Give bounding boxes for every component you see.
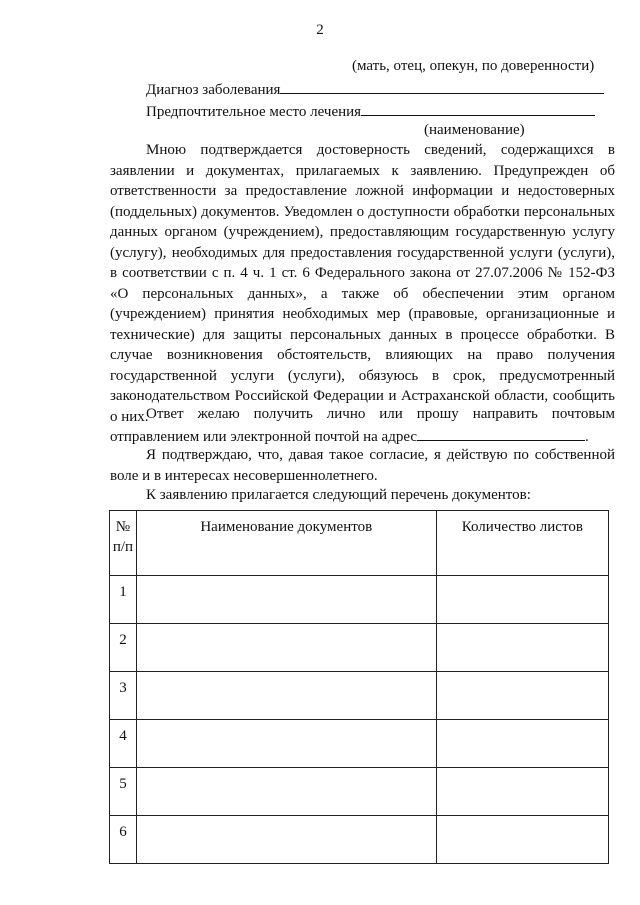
attachments-text: К заявлению прилагается следующий перечень документов: [146, 487, 531, 503]
address-field[interactable] [417, 425, 585, 441]
confirmation-text: Я подтверждаю, что, давая такое согласие, я действую по собственной воле и в интересах несовершеннолетнего. [110, 447, 615, 484]
table-row [110, 576, 609, 624]
header-sheet-count: Количество листов [436, 511, 608, 576]
table-header-row [110, 511, 609, 576]
attachments-paragraph [110, 485, 615, 506]
treatment-place-label: Предпочтительное место лечения [146, 104, 362, 120]
row-number: 5 [110, 768, 137, 816]
diagnosis-row [146, 78, 604, 98]
header-note: (мать, отец, опекун, по доверенности) [352, 58, 595, 74]
treatment-place-row [146, 100, 595, 120]
document-name-cell[interactable] [136, 672, 436, 720]
treatment-place-note: (наименование) [424, 122, 525, 138]
response-paragraph [110, 404, 615, 447]
sheet-count-cell[interactable] [436, 624, 608, 672]
page-number: 2 [316, 22, 324, 38]
treatment-place-field[interactable] [361, 100, 595, 116]
sheet-count-cell[interactable] [436, 768, 608, 816]
table-row [110, 720, 609, 768]
sheet-count-cell[interactable] [436, 672, 608, 720]
table-row [110, 672, 609, 720]
confirmation-paragraph [110, 445, 615, 486]
row-number: 1 [110, 576, 137, 624]
document-name-cell[interactable] [136, 816, 436, 864]
sheet-count-cell[interactable] [436, 816, 608, 864]
response-end: . [585, 428, 589, 445]
document-name-cell[interactable] [136, 768, 436, 816]
header-number: № п/п [110, 511, 137, 576]
diagnosis-label: Диагноз заболевания [146, 82, 281, 98]
response-text: Ответ желаю получить лично или прошу направить почтовым отправлением или электронной почтой на адрес [110, 406, 615, 445]
table-row [110, 624, 609, 672]
document-name-cell[interactable] [136, 624, 436, 672]
consent-paragraph [110, 140, 615, 427]
table-row [110, 816, 609, 864]
header-document-name: Наименование документов [136, 511, 436, 576]
diagnosis-field[interactable] [280, 78, 604, 94]
sheet-count-cell[interactable] [436, 576, 608, 624]
row-number: 4 [110, 720, 137, 768]
consent-text: Мною подтверждается достоверность сведений, содержащихся в заявлении и документах, прилагаемых к заявлению. Предупрежден об ответственности за предоставление ложной информации и недостоверных (поддельных) документов. Уведомлен о доступности обработки персональных данных органом (учреждением), предоставляющим государственную услугу (услугу), необходимых для предоставления государственной услуги (услуги), в соответствии с п. 4 ч. 1 ст. 6 Федерального закона от 27.07.2006 № 152-ФЗ «О персональных данных», а также об обеспечении этим органом (учреждением) принятия необходимых мер (правовые, организационные и технические) для защиты персональных данных в процессе обработки. В случае возникновения обстоятельств, влияющих на право получения государственной услуги (услуги), обязуюсь в срок, предусмотренный законодательством Российской Федерации и Астраханской области, сообщить о них. [110, 142, 615, 425]
table-row [110, 768, 609, 816]
document-name-cell[interactable] [136, 720, 436, 768]
documents-table [109, 510, 609, 864]
document-name-cell[interactable] [136, 576, 436, 624]
row-number: 3 [110, 672, 137, 720]
row-number: 6 [110, 816, 137, 864]
sheet-count-cell[interactable] [436, 720, 608, 768]
row-number: 2 [110, 624, 137, 672]
